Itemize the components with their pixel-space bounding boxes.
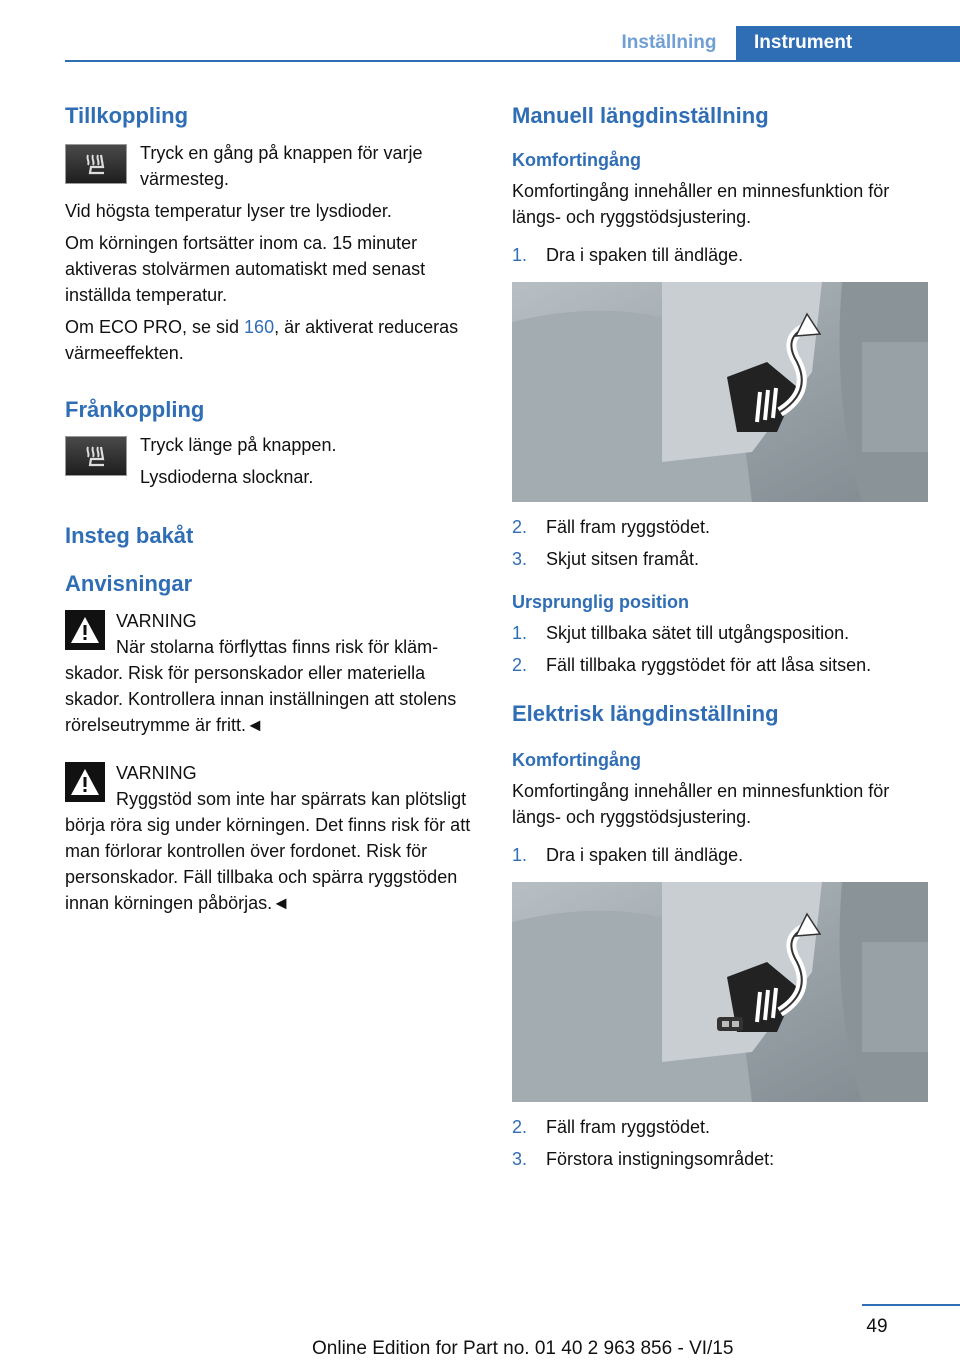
list-item: 2. Fäll fram ryggstödet. [512, 517, 711, 537]
manual-intro: Komfortingång innehåller en minnesfunktion för längs- och ryggstödsjustering. [512, 181, 890, 227]
list-item: 3. Förstora instigningsområdet: [512, 1149, 775, 1169]
electric-steps-a [512, 842, 928, 868]
subheading-komfort-1: Komfortingång [512, 150, 641, 170]
warning-triangle-icon [65, 610, 105, 650]
list-item: 1. Dra i spaken till ändläge. [512, 245, 744, 265]
frankoppling-line2: Lysdioderna slocknar. [140, 467, 314, 487]
manual-steps-b [512, 514, 928, 572]
warning-1-label: VARNING [116, 611, 197, 631]
original-steps [512, 620, 928, 678]
electric-steps-b [512, 1114, 928, 1172]
header-section-tab[interactable]: Inställning [621, 32, 717, 53]
seat-heating-button-icon [65, 144, 127, 184]
heading-tillkoppling: Tillkoppling [65, 103, 189, 128]
header-active-tab[interactable]: Instrument [736, 26, 960, 62]
warning-1-text: När stolarna förflyttas finns risk för klämskador. Risk för personskador eller materiella skador. Kontrollera innan inställningen att stolens rörelseutrymme är fritt.◄ [65, 637, 457, 735]
heading-anvisningar: Anvisningar [65, 571, 193, 596]
page-number: 49 [866, 1316, 888, 1337]
list-item: 3. Skjut sitsen framåt. [512, 549, 700, 569]
seat-lever-photo-1 [512, 282, 928, 502]
list-item: 1. Dra i spaken till ändläge. [512, 845, 744, 865]
right-column [512, 100, 928, 1178]
frankoppling-button-row [65, 432, 477, 490]
manual-steps-a [512, 242, 928, 268]
heading-frankoppling: Frånkoppling [65, 397, 205, 422]
tillkoppling-button-row [65, 140, 477, 192]
warning-2-text: Ryggstöd som inte har spärrats kan plötsligt börja röra sig under körningen. Det finns risk för att man förlorar kontrollen över fordonet. Risk för personskador. Fäll tillbaka och spärra ryggstöden innan körningen påbörjas.◄ [65, 789, 471, 913]
list-item: 2. Fäll fram ryggstödet. [512, 1117, 711, 1137]
warning-triangle-icon [65, 762, 105, 802]
subheading-original: Ursprunglig position [512, 592, 689, 612]
electric-intro: Komfortingång innehåller en minnesfunktion för längs- och ryggstödsjustering. [512, 781, 890, 827]
footer-divider [862, 1304, 960, 1306]
seat-heating-button-icon [65, 436, 127, 476]
heading-manual: Manuell längdinställning [512, 103, 769, 128]
warning-2-label: VARNING [116, 763, 197, 783]
header-divider [65, 60, 960, 62]
footer-edition: Online Edition for Part no. 01 40 2 963 856 - VI/15 [312, 1338, 734, 1359]
list-item: 2. Fäll tillbaka ryggstödet för att låsa sitsen. [512, 655, 872, 675]
seat-lever-photo-2 [512, 882, 928, 1102]
left-column [65, 100, 477, 916]
list-item: 1. Skjut tillbaka sätet till utgångsposition. [512, 623, 850, 643]
heading-electric: Elektrisk längdinställning [512, 701, 779, 726]
tillkoppling-p1: Vid högsta temperatur lyser tre lysdioder. [65, 201, 392, 221]
frankoppling-line1: Tryck länge på knappen. [140, 435, 337, 455]
tillkoppling-p3: Om ECO PRO, se sid 160, är aktiverat reduceras värmeeffekten. [65, 317, 459, 363]
heading-insteg: Insteg bakåt [65, 523, 194, 548]
page-link-160[interactable]: 160 [244, 317, 275, 337]
subheading-komfort-2: Komfortingång [512, 750, 641, 770]
tillkoppling-p2: Om körningen fortsätter inom ca. 15 minuter aktiveras stolvärmen automatiskt med senast inställda temperatur. [65, 233, 426, 305]
tillkoppling-instruction: Tryck en gång på knappen för varje värmesteg. [140, 143, 423, 189]
